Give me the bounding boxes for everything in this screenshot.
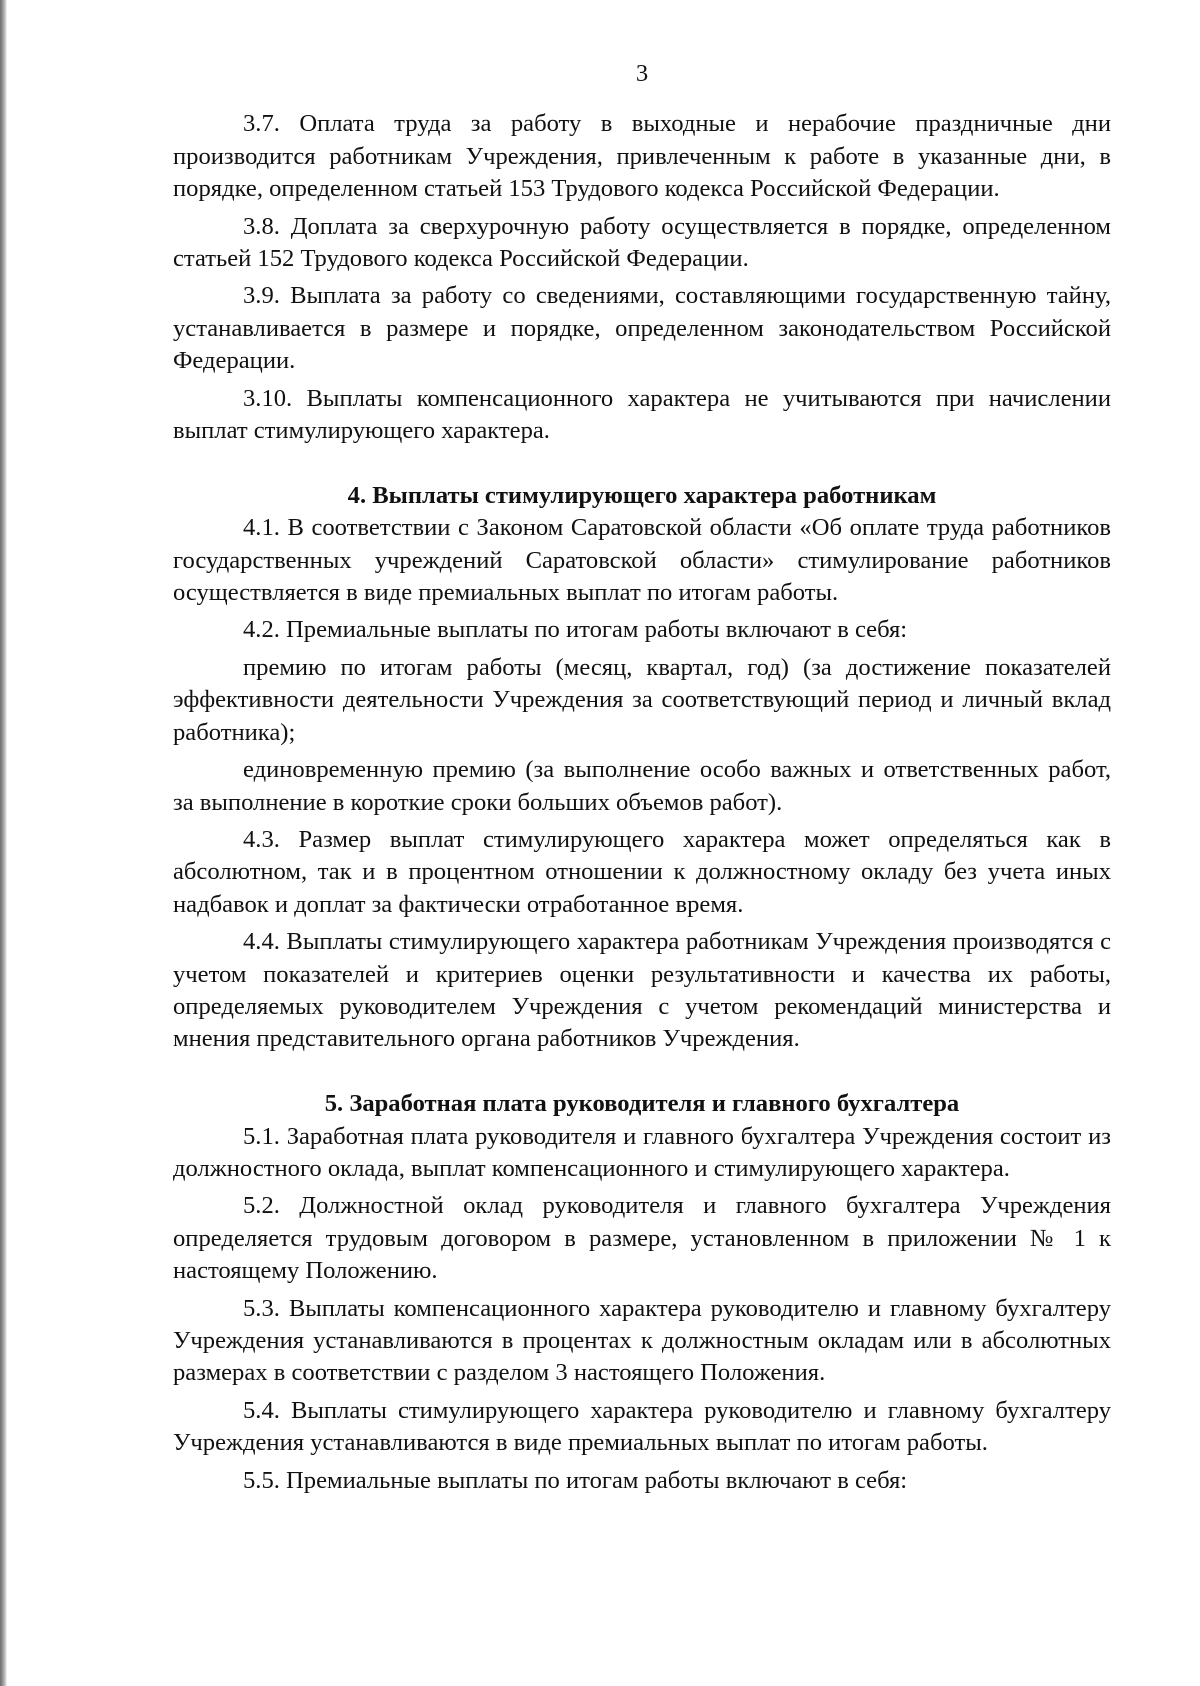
paragraph-4-2-item-monthly-bonus: премию по итогам работы (месяц, квартал, год) (за достижение показателей эффективности деятельности Учреждения за соответствующий период и личный вклад работника); bbox=[173, 653, 1111, 746]
section-5-director-salary bbox=[173, 1088, 1111, 1497]
section-5-heading: 5. Заработная плата руководителя и главного бухгалтера bbox=[324, 1090, 960, 1118]
paragraph-5-1: 5.1. Заработная плата руководителя и главного бухгалтера Учреждения состоит из должностного оклада, выплат компенсационного и стимулирующего характера. bbox=[173, 1122, 1111, 1182]
section-4-incentive-payments bbox=[173, 480, 1111, 1056]
paragraph-4-2: 4.2. Премиальные выплаты по итогам работы включают в себя: bbox=[243, 616, 908, 644]
paragraph-5-3: 5.3. Выплаты компенсационного характера руководителю и главному бухгалтеру Учреждения устанавливаются в процентах к должностным окладам или в абсолютных размерах в соответствии с разделом 3 настоящего Положения. bbox=[173, 1294, 1111, 1387]
scan-edge-shadow bbox=[0, 0, 7, 1686]
paragraph-3-8: 3.8. Доплата за сверхурочную работу осуществляется в порядке, определенном статьей 152 Трудового кодекса Российской Федерации. bbox=[173, 212, 1111, 273]
paragraph-5-5: 5.5. Премиальные выплаты по итогам работы включают в себя: bbox=[243, 1466, 908, 1494]
paragraph-3-9: 3.9. Выплата за работу со сведениями, составляющими государственную тайну, устанавливается в размере и порядке, определенном законодательством Российской Федерации. bbox=[173, 282, 1111, 375]
paragraph-5-4: 5.4. Выплаты стимулирующего характера руководителю и главному бухгалтеру Учреждения устанавливаются в виде премиальных выплат по итогам работы. bbox=[173, 1396, 1111, 1457]
paragraph-3-10: 3.10. Выплаты компенсационного характера не учитываются при начислении выплат стимулирующего характера. bbox=[173, 384, 1111, 445]
section-4-heading: 4. Выплаты стимулирующего характера работникам bbox=[347, 481, 937, 509]
paragraph-3-7: 3.7. Оплата труда за работу в выходные и нерабочие праздничные дни производится работникам Учреждения, привлеченным к работе в указанные дни, в порядке, определенном статьей 153 Трудового кодекса Российской Федерации. bbox=[173, 110, 1111, 203]
section-spacer bbox=[173, 447, 1111, 479]
document-page bbox=[173, 58, 1111, 1497]
paragraph-5-2: 5.2. Должностной оклад руководителя и главного бухгалтера Учреждения определяется трудовым договором в размере, установленном в приложении № 1 к настоящему Положению. bbox=[173, 1192, 1111, 1285]
page-number: 3 bbox=[635, 60, 649, 87]
section-spacer bbox=[173, 1056, 1111, 1088]
paragraph-4-4: 4.4. Выплаты стимулирующего характера работникам Учреждения производятся с учетом показателей и критериев оценки результативности и качества их работы, определяемых руководителем Учреждения с учетом рекомендаций министерства и мнения представительного органа работников Учреждения. bbox=[173, 928, 1111, 1053]
paragraph-4-1: 4.1. В соответствии с Законом Саратовской области «Об оплате труда работников государственных учреждений Саратовской области» стимулирование работников осуществляется в виде премиальных выплат по итогам работы. bbox=[173, 514, 1111, 607]
section-3-compensation bbox=[173, 108, 1111, 447]
paragraph-4-2-item-one-time-bonus: единовременную премию (за выполнение особо важных и ответственных работ, за выполнение в короткие сроки больших объемов работ). bbox=[173, 756, 1111, 816]
paragraph-4-3: 4.3. Размер выплат стимулирующего характера может определяться как в абсолютном, так и в процентном отношении к должностному окладу без учета иных надбавок и доплат за фактически отработанное время. bbox=[173, 825, 1111, 918]
